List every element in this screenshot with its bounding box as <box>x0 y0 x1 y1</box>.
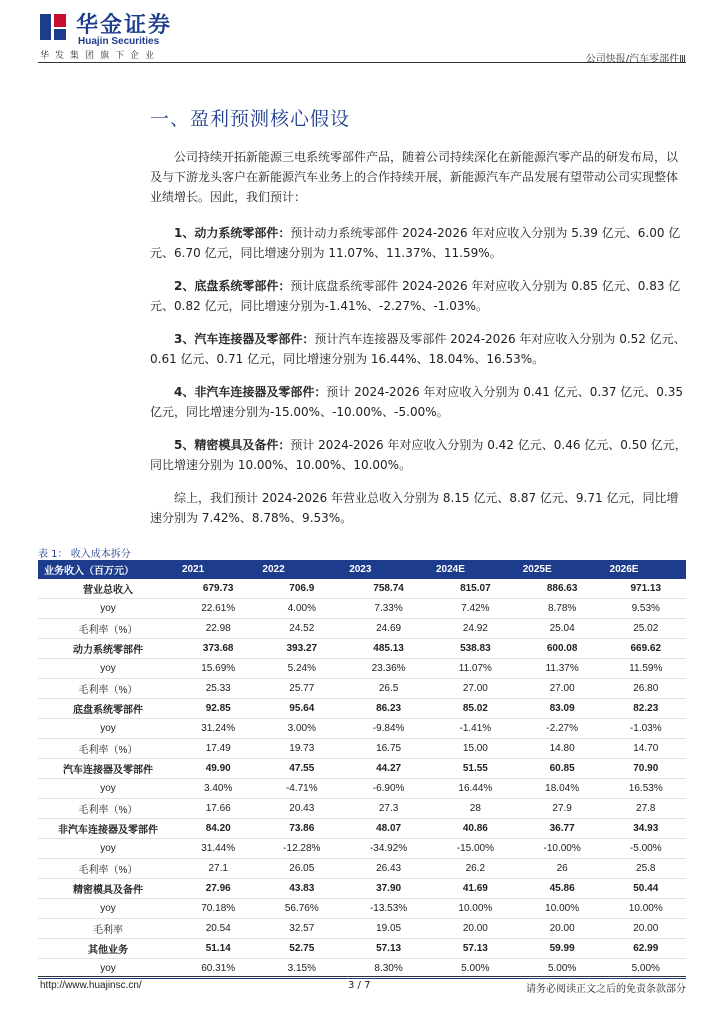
table-cell: 485.13 <box>345 639 432 659</box>
table-row <box>38 859 686 879</box>
table-row-label: yoy <box>38 899 178 919</box>
table-cell: 57.13 <box>345 939 432 959</box>
table-row <box>38 759 686 779</box>
table-cell: -4.71% <box>258 779 345 799</box>
table-cell: 50.44 <box>606 879 686 899</box>
huajin-logo-icon <box>38 10 68 44</box>
table-cell: 16.75 <box>345 739 432 759</box>
table-cell: 70.90 <box>606 759 686 779</box>
table-cell: 24.69 <box>345 619 432 639</box>
footer-divider <box>38 976 686 977</box>
table-cell: 20.00 <box>519 919 606 939</box>
table-cell: 44.27 <box>345 759 432 779</box>
header-tagline: 华发集团旗下企业 <box>40 51 161 61</box>
paragraph-summary <box>150 488 688 528</box>
table-cell: 19.05 <box>345 919 432 939</box>
header-doc-type: 公司快报/汽车零部件Ⅲ <box>585 54 686 65</box>
table-cell: -5.00% <box>606 839 686 859</box>
paragraph-bold: 3、汽车连接器及零部件： <box>174 332 315 346</box>
table-row-label: 营业总收入 <box>38 579 178 599</box>
table-cell: 36.77 <box>519 819 606 839</box>
table-row-label: yoy <box>38 659 178 679</box>
paragraph-text: 预计动力系统零部件 2024-2026 年对应收入分别为 5.39 亿元、6.00 亿元、6.70 亿元，同比增速分别为 11.07%、11.37%、11.59%。 <box>150 226 681 260</box>
table-cell: 40.86 <box>432 819 519 839</box>
table-cell: 51.55 <box>432 759 519 779</box>
table-cell: 86.23 <box>345 699 432 719</box>
table-cell: 679.73 <box>178 579 258 599</box>
footer-page-number: 3 / 7 <box>348 980 371 991</box>
table-cell: 815.07 <box>432 579 519 599</box>
paragraph-text: 预计底盘系统零部件 2024-2026 年对应收入分别为 0.85 亿元、0.83 亿元、0.82 亿元，同比增速分别为-1.41%、-2.27%、-1.03%。 <box>150 279 681 313</box>
table-cell: 18.04% <box>519 779 606 799</box>
table-row <box>38 619 686 639</box>
table-cell: 22.98 <box>178 619 258 639</box>
footer-disclaimer: 请务必阅读正文之后的免责条款部分 <box>526 984 686 995</box>
footer-url-link[interactable]: http://www.huajinsc.cn/ <box>40 980 142 991</box>
table-cell: 31.44% <box>178 839 258 859</box>
paragraph-intro <box>150 147 688 207</box>
table-cell: 32.57 <box>258 919 345 939</box>
table-row-label: yoy <box>38 599 178 619</box>
table-row <box>38 659 686 679</box>
table-row <box>38 699 686 719</box>
table-cell: 45.86 <box>519 879 606 899</box>
table-cell: 5.24% <box>258 659 345 679</box>
table-row <box>38 739 686 759</box>
table-cell: -13.53% <box>345 899 432 919</box>
table-cell: 14.80 <box>519 739 606 759</box>
table-cell: 26.2 <box>432 859 519 879</box>
table-cell: 51.14 <box>178 939 258 959</box>
table-row-label: 底盘系统零部件 <box>38 699 178 719</box>
table-cell: 34.93 <box>606 819 686 839</box>
table-cell: 48.07 <box>345 819 432 839</box>
table-cell: 82.23 <box>606 699 686 719</box>
table-row <box>38 679 686 699</box>
table-cell: 11.07% <box>432 659 519 679</box>
table-row-label: yoy <box>38 959 178 979</box>
table-cell: -12.28% <box>258 839 345 859</box>
table-cell: 22.61% <box>178 599 258 619</box>
table-cell: 56.76% <box>258 899 345 919</box>
table-row-label: 非汽车连接器及零部件 <box>38 819 178 839</box>
table-row <box>38 819 686 839</box>
logo-text-en: Huajin Securities <box>78 36 160 47</box>
table-cell: 11.59% <box>606 659 686 679</box>
table-cell: 20.00 <box>432 919 519 939</box>
table-cell: 758.74 <box>345 579 432 599</box>
table-cell: 15.00 <box>432 739 519 759</box>
table-cell: -15.00% <box>432 839 519 859</box>
paragraph-text: 综上，我们预计 2024-2026 年营业总收入分别为 8.15 亿元、8.87 亿元、9.71 亿元，同比增速分别为 7.42%、8.78%、9.53%。 <box>150 491 679 525</box>
table-cell: 19.73 <box>258 739 345 759</box>
table-cell: 20.43 <box>258 799 345 819</box>
table-cell: 11.37% <box>519 659 606 679</box>
paragraph-item-5 <box>150 435 688 475</box>
table-cell: 7.33% <box>345 599 432 619</box>
table-cell: 15.69% <box>178 659 258 679</box>
table-cell: 43.83 <box>258 879 345 899</box>
table-cell: 28 <box>432 799 519 819</box>
table-cell: 49.90 <box>178 759 258 779</box>
table-cell: 10.00% <box>519 899 606 919</box>
table-cell: 25.8 <box>606 859 686 879</box>
table-row <box>38 839 686 859</box>
table-cell: 24.52 <box>258 619 345 639</box>
table-cell: 10.00% <box>606 899 686 919</box>
table-cell: 706.9 <box>258 579 345 599</box>
table-cell: 393.27 <box>258 639 345 659</box>
table-cell: 26.05 <box>258 859 345 879</box>
table-row <box>38 719 686 739</box>
table-cell: 5.00% <box>519 959 606 979</box>
table-cell: 27.00 <box>519 679 606 699</box>
table-cell: -9.84% <box>345 719 432 739</box>
table-cell: 25.04 <box>519 619 606 639</box>
paragraph-text: 预计 2024-2026 年对应收入分别为 0.42 亿元、0.46 亿元、0.50 亿元，同比增速分别为 10.00%、10.00%、10.00%。 <box>150 438 687 472</box>
table-cell: 17.49 <box>178 739 258 759</box>
table-cell: 3.00% <box>258 719 345 739</box>
table-cell: 83.09 <box>519 699 606 719</box>
table-cell: 52.75 <box>258 939 345 959</box>
table-row <box>38 919 686 939</box>
table-row-label: 精密模具及备件 <box>38 879 178 899</box>
table-cell: 26.80 <box>606 679 686 699</box>
table-cell: 16.53% <box>606 779 686 799</box>
paragraph-item-1 <box>150 223 688 263</box>
table-cell: 3.40% <box>178 779 258 799</box>
table-row-label: 毛利率（%） <box>38 859 178 879</box>
table-row-label: 汽车连接器及零部件 <box>38 759 178 779</box>
table-cell: 14.70 <box>606 739 686 759</box>
table-cell: 5.00% <box>432 959 519 979</box>
table-header-cell: 2021 <box>178 560 258 579</box>
revenue-cost-table <box>38 560 686 979</box>
paragraph-item-4 <box>150 382 688 422</box>
table-row-label: 动力系统零部件 <box>38 639 178 659</box>
table-cell: 27.1 <box>178 859 258 879</box>
table-header-cell: 2022 <box>258 560 345 579</box>
table-header-cell: 业务收入（百万元） <box>38 560 178 579</box>
table-row <box>38 579 686 599</box>
table-cell: 26.43 <box>345 859 432 879</box>
table-header-cell: 2026E <box>606 560 686 579</box>
table-cell: 4.00% <box>258 599 345 619</box>
table-cell: 3.15% <box>258 959 345 979</box>
table-row <box>38 879 686 899</box>
table-cell: 17.66 <box>178 799 258 819</box>
table-cell: 60.85 <box>519 759 606 779</box>
table-cell: 10.00% <box>432 899 519 919</box>
table-row-label: 毛利率（%） <box>38 799 178 819</box>
table-cell: 27.8 <box>606 799 686 819</box>
table-row <box>38 899 686 919</box>
table-cell: 27.9 <box>519 799 606 819</box>
paragraph-text: 预计 2024-2026 年对应收入分别为 0.41 亿元、0.37 亿元、0.35 亿元，同比增速分别为-15.00%、-10.00%、-5.00%。 <box>150 385 683 419</box>
table-header-cell: 2023 <box>345 560 432 579</box>
table-row <box>38 939 686 959</box>
paragraph-bold: 5、精密模具及备件： <box>174 438 291 452</box>
table-cell: 9.53% <box>606 599 686 619</box>
section-title: 一、盈利预测核心假设 <box>150 108 351 130</box>
table-cell: 25.02 <box>606 619 686 639</box>
table-caption: 表 1： 收入成本拆分 <box>38 549 131 560</box>
paragraph-item-3 <box>150 329 688 369</box>
paragraph-item-2 <box>150 276 688 316</box>
table-cell: 886.63 <box>519 579 606 599</box>
table-cell: 16.44% <box>432 779 519 799</box>
table-row-label: 毛利率（%） <box>38 679 178 699</box>
table-header-cell: 2024E <box>432 560 519 579</box>
table-row-label: yoy <box>38 839 178 859</box>
paragraph-bold: 4、非汽车连接器及零部件： <box>174 385 327 399</box>
header-divider <box>38 62 686 63</box>
table-cell: 8.30% <box>345 959 432 979</box>
table-cell: 41.69 <box>432 879 519 899</box>
table-cell: 669.62 <box>606 639 686 659</box>
table-cell: 25.77 <box>258 679 345 699</box>
table-cell: 59.99 <box>519 939 606 959</box>
table-cell: 27.96 <box>178 879 258 899</box>
table-cell: 20.54 <box>178 919 258 939</box>
table-cell: 600.08 <box>519 639 606 659</box>
table-row <box>38 599 686 619</box>
table-cell: 60.31% <box>178 959 258 979</box>
table-row <box>38 779 686 799</box>
table-cell: 62.99 <box>606 939 686 959</box>
table-cell: 31.24% <box>178 719 258 739</box>
table-cell: -2.27% <box>519 719 606 739</box>
table-row-label: 毛利率（%） <box>38 619 178 639</box>
table-cell: 47.55 <box>258 759 345 779</box>
page-header <box>38 8 686 66</box>
table-header-row <box>38 560 686 579</box>
table-row-label: yoy <box>38 719 178 739</box>
paragraph-bold: 1、动力系统零部件： <box>174 226 291 240</box>
table-header-cell: 2025E <box>519 560 606 579</box>
table-row-label: 毛利率 <box>38 919 178 939</box>
table-cell: -34.92% <box>345 839 432 859</box>
table-cell: 57.13 <box>432 939 519 959</box>
table-cell: 70.18% <box>178 899 258 919</box>
table-cell: 971.13 <box>606 579 686 599</box>
table-cell: 373.68 <box>178 639 258 659</box>
table-cell: 5.00% <box>606 959 686 979</box>
table-cell: 85.02 <box>432 699 519 719</box>
table-cell: -1.41% <box>432 719 519 739</box>
table-row <box>38 799 686 819</box>
table-cell: 27.00 <box>432 679 519 699</box>
table-cell: 37.90 <box>345 879 432 899</box>
table-cell: 26 <box>519 859 606 879</box>
paragraph-bold: 2、底盘系统零部件： <box>174 279 291 293</box>
table-cell: 95.64 <box>258 699 345 719</box>
table-row-label: yoy <box>38 779 178 799</box>
table-cell: 8.78% <box>519 599 606 619</box>
paragraph-text: 公司持续开拓新能源三电系统零部件产品，随着公司持续深化在新能源汽零产品的研发布局，以及与下游龙头客户在新能源汽车业务上的合作持续开展，新能源汽车产品发展有望带动公司实现整体业绩增长。因此，我们预计： <box>150 150 679 204</box>
table-cell: 27.3 <box>345 799 432 819</box>
logo-text-cn: 华金证券 <box>76 13 173 38</box>
table-cell: -1.03% <box>606 719 686 739</box>
table-cell: 24.92 <box>432 619 519 639</box>
table-cell: 538.83 <box>432 639 519 659</box>
table-cell: 73.86 <box>258 819 345 839</box>
table-cell: 25.33 <box>178 679 258 699</box>
paragraph-text: 预计汽车连接器及零部件 2024-2026 年对应收入分别为 0.52 亿元、0.61 亿元、0.71 亿元，同比增速分别为 16.44%、18.04%、16.53%。 <box>150 332 686 366</box>
table-cell: -10.00% <box>519 839 606 859</box>
table-cell: 7.42% <box>432 599 519 619</box>
table-cell: 23.36% <box>345 659 432 679</box>
table-cell: 84.20 <box>178 819 258 839</box>
table-row-label: 毛利率（%） <box>38 739 178 759</box>
table-row <box>38 639 686 659</box>
table-row-label: 其他业务 <box>38 939 178 959</box>
table-cell: 20.00 <box>606 919 686 939</box>
table-cell: 92.85 <box>178 699 258 719</box>
table-cell: -6.90% <box>345 779 432 799</box>
table-cell: 26.5 <box>345 679 432 699</box>
